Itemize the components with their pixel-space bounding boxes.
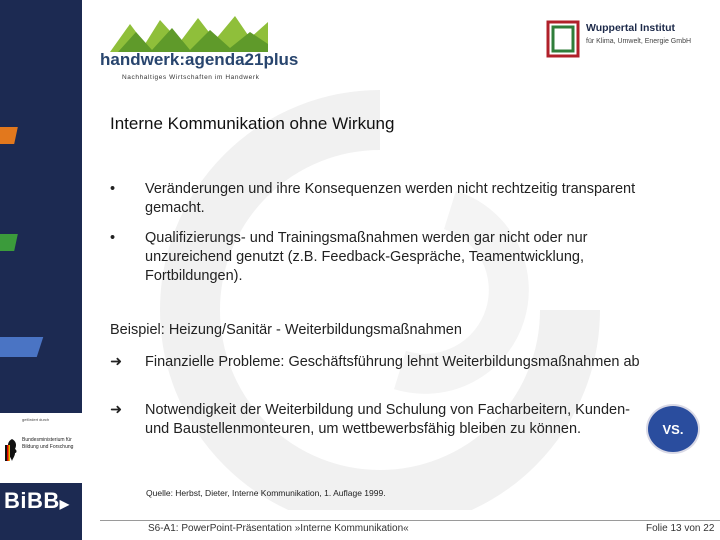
grass-graphic-icon [100,14,270,54]
federal-eagle-icon [5,437,19,463]
square-frame-icon [546,20,580,58]
bullet-text: Qualifizierungs- und Trainingsmaßnahmen werden gar nicht oder nur unzureichend genutzt (z.B. Feedback-Gespräche, Teamentwicklung, Fortbildungen). [145,230,588,284]
arrow-text: Notwendigkeit der Weiterbildung und Schulung von Facharbeitern, Kunden- und Baustellenmonteuren, um wettbewerbsfähig bleiben zu können. [145,402,630,437]
page-number: Folie 13 von 22 [646,523,715,534]
background-watermark [140,90,620,510]
bibb-logo: BiBB▶ [4,488,70,513]
arrow-text: Finanzielle Probleme: Geschäftsführung lehnt Weiterbildungsmaßnahmen ab [145,354,640,370]
blue-tab-marker [0,337,43,357]
orange-tab-marker [0,127,18,144]
source-note: Quelle: Herbst, Dieter, Interne Kommunikation, 1. Auflage 1999. [146,488,386,498]
ministry-name: Bundesministerium für Bildung und Forschung [22,437,74,450]
bullet-mark: • [110,181,116,197]
institute-title: Wuppertal Institut [586,22,676,34]
wuppertal-institut-logo [546,20,696,70]
footer-divider [100,520,720,521]
institute-subtitle: für Klima, Umwelt, Energie GmbH [586,38,692,45]
agenda21plus-logo [100,14,299,84]
footer-title: S6-A1: PowerPoint-Präsentation »Interne Kommunikation« [148,523,409,534]
example-label: Beispiel: Heizung/Sanitär - Weiterbildungsmaßnahmen [110,322,462,338]
left-sidebar [0,0,82,540]
logo-tagline: Nachhaltiges Wirtschaften im Handwerk [122,74,260,81]
bullet-mark: • [110,230,116,246]
arrow-right-icon: ➜ [110,354,123,370]
green-tab-marker [0,234,18,251]
sponsor-logo-box [0,413,82,483]
vs-badge: VS. [648,406,698,452]
sponsor-note: gefördert durch [22,417,50,422]
bullet-text: Veränderungen und ihre Konsequenzen werden nicht rechtzeitig transparent gemacht. [145,181,636,216]
slide-heading: Interne Kommunikation ohne Wirkung [110,114,395,133]
arrow-right-icon: ➜ [110,402,123,418]
logo-name: handwerk:agenda21plus [100,50,299,69]
